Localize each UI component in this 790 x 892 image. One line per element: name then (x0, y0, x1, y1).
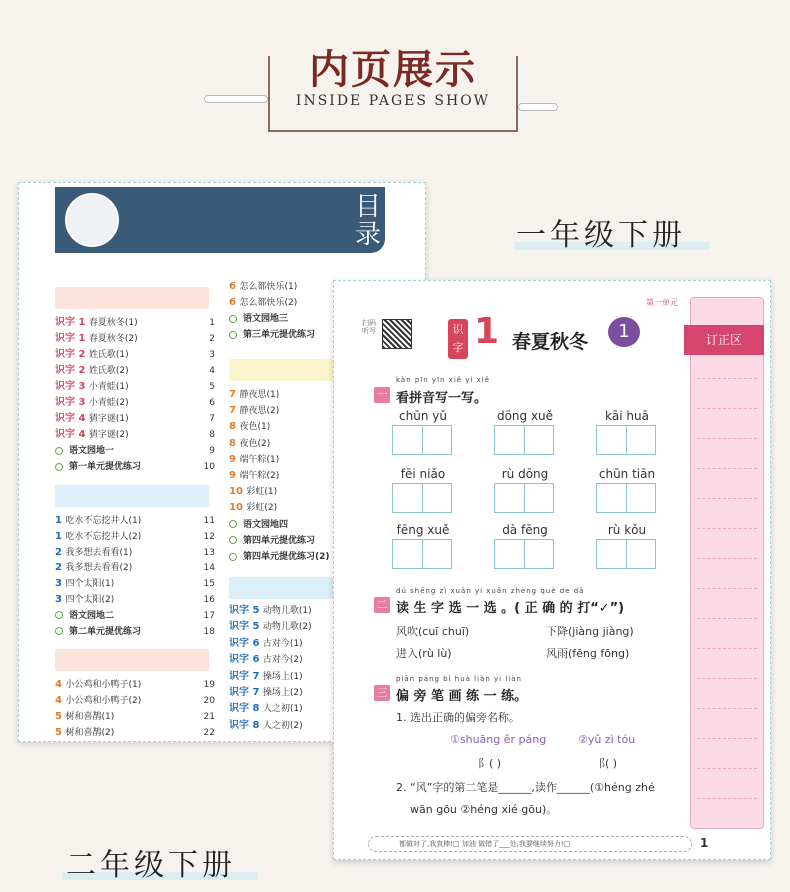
toc-entry[interactable] (55, 693, 215, 709)
toc-entry-label: 1 (55, 530, 66, 542)
section2-pinyin: dú shēng zì xuǎn yi xuǎn zhèng què de dǎ (396, 587, 585, 595)
toc-entry-label: 5 (55, 711, 66, 722)
toc-entry-text: 我多想去看看(2) (65, 563, 133, 574)
toc-entry-label: 识字 5 (229, 621, 263, 633)
toc-entry[interactable] (229, 636, 333, 652)
toc-entry-text: 怎么都快乐(1) (239, 282, 298, 292)
toc-entry[interactable] (229, 468, 333, 484)
qr-code-icon[interactable] (382, 319, 412, 349)
lesson-number: 1 (474, 311, 500, 352)
toc-entry[interactable] (229, 452, 333, 468)
toc-entry-label: 2 (55, 562, 66, 574)
circle-icon (55, 611, 63, 619)
toc-entry-label: 9 (229, 453, 240, 465)
section2-title: 读 生 字 选 一 选 。( 正 确 的 打“✓”) (396, 601, 625, 616)
toc-entry[interactable] (229, 484, 333, 500)
circle-icon (229, 520, 237, 528)
toc-entry-page: 4 (209, 366, 215, 376)
circle-icon (55, 627, 63, 635)
toc-entry-label: 5 (55, 727, 66, 738)
toc-entry-text: 第四单元提优练习(2) (243, 552, 330, 562)
toc-entry-label: 3 (55, 578, 66, 590)
toc-entry[interactable] (229, 327, 333, 343)
toc-entry-text: 古对今(1) (262, 638, 303, 649)
choice-item-3[interactable]: 进入(rù lù) (396, 647, 452, 660)
toc-entry[interactable] (55, 443, 215, 459)
toc-entry-text: 端午粽(1) (239, 454, 280, 465)
lesson-part-badge: 1 (608, 317, 640, 347)
toc-entry[interactable] (229, 685, 333, 701)
toc-entry-page: 19 (203, 680, 215, 690)
toc-entry-text: 猜字谜(1) (88, 414, 129, 424)
writing-box[interactable] (596, 539, 656, 569)
toc-entry-text: 夜色(2) (239, 438, 271, 449)
toc-entry[interactable] (229, 419, 333, 435)
section-tag-1 (55, 287, 209, 309)
toc-entry[interactable] (55, 347, 215, 363)
toc-entry[interactable] (229, 652, 333, 668)
toc-entry-text: 古对今(2) (262, 655, 303, 666)
toc-entry-label: 识字 4 (55, 413, 89, 424)
toc-entry-text: 吃水不忘挖井人(2) (65, 531, 142, 542)
toc-banner (55, 187, 385, 253)
toc-entry-text: 彩虹(1) (246, 487, 278, 498)
toc-entry-label: 6 (229, 281, 240, 292)
toc-entry-page: 20 (203, 696, 215, 706)
toc-entry-label: 识字 8 (229, 703, 263, 715)
toc-entry-page: 2 (209, 334, 215, 344)
toc-entry-text: 第二单元提优练习 (69, 626, 142, 637)
toc-entry[interactable] (229, 533, 333, 549)
toc-entry-label: 8 (229, 421, 240, 433)
cloud-left-decoration (204, 95, 268, 103)
pinyin-prompt: fēng xuě (396, 523, 450, 537)
circle-icon (55, 447, 63, 455)
choice-item-1[interactable]: 风吹(cuī chuī) (396, 625, 470, 638)
toc-entry[interactable] (55, 363, 215, 379)
pinyin-prompt: rù kǒu (607, 523, 647, 537)
toc-entry-label: 7 (229, 405, 240, 417)
toc-entry[interactable] (229, 295, 333, 311)
toc-entry-text: 人之初(2) (262, 720, 303, 731)
writing-box[interactable] (596, 483, 656, 513)
toc-entry[interactable] (229, 549, 333, 565)
toc-entry[interactable] (55, 331, 215, 347)
self-check-bar: 都做对了,我真棒!□ 加油 做错了___处,我要继续努力!□ (368, 836, 692, 852)
toc-entry-text: 春夏秋冬(1) (88, 318, 138, 328)
radical-blank-2[interactable]: ⻏( ) (594, 757, 618, 770)
toc-entry-text: 树和喜鹊(2) (65, 728, 115, 738)
pinyin-prompt: dà fēng (502, 523, 548, 537)
writing-box[interactable] (392, 425, 452, 455)
toc-entry-label: 3 (55, 594, 66, 605)
toc-entry-label: 10 (229, 502, 247, 514)
section-tag-4 (229, 359, 333, 381)
pinyin-prompt: rù dōng (501, 467, 549, 481)
toc-entry-text: 小青蛙(1) (88, 382, 129, 392)
toc-entry-label: 识字 7 (229, 687, 263, 698)
toc-entry-text: 静夜思(1) (239, 390, 280, 400)
toc-entry-label: 2 (55, 546, 66, 558)
toc-entry[interactable] (229, 619, 333, 635)
toc-entry-label: 识字 5 (229, 605, 263, 616)
choice-item-4[interactable]: 风雨(fēng fōng) (546, 647, 630, 660)
toc-entry-text: 语文园地四 (243, 519, 289, 530)
toc-entry-text: 端午粽(2) (239, 471, 280, 481)
toc-entry-text: 语文园地二 (69, 610, 115, 621)
writing-box[interactable] (494, 425, 554, 455)
toc-entry-text: 树和喜鹊(1) (65, 712, 115, 722)
toc-entry-text: 动物儿歌(2) (262, 622, 312, 633)
writing-box[interactable] (494, 539, 554, 569)
toc-entry-page: 8 (209, 430, 215, 440)
radical-option-1: ①shuāng ěr páng (450, 733, 547, 746)
toc-entry-page: 14 (203, 563, 215, 574)
toc-entry[interactable] (55, 677, 215, 693)
toc-entry[interactable] (55, 608, 215, 624)
circle-icon (229, 315, 237, 323)
toc-entry[interactable] (55, 513, 215, 529)
toc-entry-page: 16 (203, 595, 215, 605)
toc-entry[interactable] (55, 709, 215, 725)
section-tag-2 (55, 485, 209, 507)
toc-entry-label: 识字 2 (55, 349, 89, 360)
toc-entry[interactable] (229, 669, 333, 685)
toc-entry-page: 21 (203, 712, 215, 722)
section3-title: 偏 旁 笔 画 练 一 练。 (396, 689, 528, 704)
toc-entry-label: 识字 2 (55, 365, 89, 376)
worksheet-page (333, 280, 771, 860)
toc-entry-label: 识字 4 (55, 429, 89, 440)
pinyin-prompt: dōng xuě (496, 409, 554, 423)
toc-entry[interactable] (229, 387, 333, 403)
toc-entry-text: 姓氏歌(1) (88, 350, 129, 360)
toc-entry-label: 8 (229, 437, 240, 449)
toc-entry[interactable] (55, 459, 215, 475)
toc-entry-label: 识字 3 (55, 397, 89, 408)
toc-entry[interactable] (55, 395, 215, 411)
toc-entry[interactable] (55, 427, 215, 443)
toc-entry[interactable] (229, 279, 333, 295)
toc-entry[interactable] (229, 517, 333, 533)
toc-entry-page: 13 (203, 547, 215, 558)
toc-entry-page: 7 (209, 414, 215, 424)
toc-entry[interactable] (55, 624, 215, 640)
choice-item-2[interactable]: 下降(jiàng jiàng) (546, 625, 634, 638)
toc-entry-text: 操场上(2) (262, 688, 303, 698)
toc-entry[interactable] (55, 411, 215, 427)
toc-entry-text: 语文园地一 (69, 446, 115, 456)
unit-label: 第一单元 (646, 298, 678, 307)
toc-entry-page: 15 (203, 579, 215, 590)
toc-entry-page: 3 (209, 350, 215, 360)
toc-entry[interactable] (229, 701, 333, 717)
grade1-caption: 一年级下册 (516, 218, 686, 253)
writing-box[interactable] (494, 483, 554, 513)
toc-entry-label: 1 (55, 515, 66, 526)
page-subtitle: INSIDE PAGES SHOW (290, 93, 496, 109)
page-number: 1 (700, 836, 709, 850)
toc-entry-text: 人之初(1) (262, 704, 303, 715)
toc-entry-text: 操场上(1) (262, 671, 303, 682)
toc-entry[interactable] (55, 576, 215, 592)
toc-entry-text: 猜字谜(2) (88, 430, 129, 440)
toc-entry-text: 我多想去看看(1) (65, 547, 133, 558)
toc-entry-text: 彩虹(2) (246, 503, 278, 514)
question-1: 1. 选出正确的偏旁名称。 (396, 711, 520, 724)
qr-caption: 扫码听写 (362, 319, 376, 335)
toc-entry[interactable] (229, 500, 333, 516)
toc-entry-page: 10 (203, 462, 215, 472)
circle-icon (229, 331, 237, 339)
toc-entry-label: 识字 1 (55, 333, 89, 344)
writing-box[interactable] (392, 539, 452, 569)
moon-icon (65, 193, 119, 247)
toc-entry[interactable] (55, 315, 215, 331)
toc-entry[interactable] (55, 725, 215, 741)
toc-entry-label: 识字 6 (229, 637, 263, 649)
toc-entry-text: 第四单元提优练习 (243, 535, 316, 546)
toc-entry-label: 4 (55, 679, 66, 690)
toc-entry[interactable] (229, 311, 333, 327)
toc-entry-text: 小公鸡和小鸭子(1) (65, 680, 142, 690)
toc-entry[interactable] (229, 718, 333, 734)
toc-entry-label: 识字 7 (229, 670, 263, 682)
toc-entry[interactable] (229, 603, 333, 619)
toc-entry[interactable] (55, 545, 215, 561)
section-tag-3 (55, 649, 209, 671)
toc-entry-page: 12 (203, 531, 215, 542)
radical-option-2: ②yǔ zì tóu (578, 733, 636, 746)
writing-box[interactable] (596, 425, 656, 455)
toc-entry-text: 小公鸡和小鸭子(2) (65, 696, 142, 706)
toc-entry[interactable] (229, 403, 333, 419)
toc-entry-page: 5 (209, 382, 215, 392)
section1-number: 一 (374, 387, 390, 403)
toc-entry[interactable] (55, 592, 215, 608)
pinyin-prompt: chūn yǔ (399, 409, 447, 423)
toc-entry-text: 四个太阳(1) (65, 579, 115, 590)
circle-icon (229, 553, 237, 561)
writing-box[interactable] (392, 483, 452, 513)
toc-entry-label: 识字 1 (55, 317, 89, 328)
section1-pinyin: kàn pīn yīn xiě yi xiě (396, 376, 491, 384)
lesson-badge: 识字 (448, 319, 468, 359)
toc-entry-text: 姓氏歌(2) (88, 366, 129, 376)
toc-entry-page: 11 (203, 516, 215, 526)
toc-entry-text: 吃水不忘挖井人(1) (65, 516, 142, 526)
toc-entry-text: 第三单元提优练习 (243, 330, 316, 340)
toc-entry-text: 语文园地三 (243, 314, 289, 324)
question-2-continued: wān gōu ②héng xié gōu)。 (410, 803, 558, 816)
toc-entry[interactable] (55, 560, 215, 576)
toc-entry-label: 7 (229, 389, 240, 400)
pinyin-prompt: fēi niǎo (400, 467, 446, 481)
cloud-right-decoration (518, 103, 558, 111)
correction-label: 订正区 (684, 325, 764, 355)
toc-entry-text: 动物儿歌(1) (262, 606, 312, 616)
toc-entry-text: 夜色(1) (239, 422, 271, 433)
circle-icon (229, 536, 237, 544)
toc-entry-page: 22 (203, 728, 215, 738)
toc-entry-text: 四个太阳(2) (65, 595, 115, 605)
section3-pinyin: piān páng bǐ huà liàn yi liàn (396, 675, 522, 683)
toc-entry-text: 第一单元提优练习 (69, 462, 142, 472)
question-2[interactable]: 2. “风”字的第二笔是______,读作______(①héng zhé (396, 781, 655, 794)
toc-entry[interactable] (229, 436, 333, 452)
toc-entry-page: 1 (209, 318, 215, 328)
section2-number: 二 (374, 597, 390, 613)
circle-icon (55, 463, 63, 471)
section-tag-5 (229, 577, 333, 599)
lesson-title: 春夏秋冬 (512, 331, 589, 353)
toc-entry-label: 10 (229, 486, 247, 498)
toc-title: 目录 (354, 192, 381, 250)
toc-entry-page: 6 (209, 398, 215, 408)
toc-entry-label: 识字 3 (55, 381, 89, 392)
page-title: 内页展示 (298, 38, 488, 95)
toc-entry-text: 小青蛙(2) (88, 398, 129, 408)
toc-entry-page: 17 (203, 610, 215, 621)
toc-entry[interactable] (55, 529, 215, 545)
section1-title: 看拼音写一写。 (396, 391, 488, 406)
toc-entry-text: 春夏秋冬(2) (88, 334, 138, 344)
toc-entry-page: 18 (203, 626, 215, 637)
toc-entry-text: 静夜思(2) (239, 406, 280, 417)
toc-entry-label: 6 (229, 297, 240, 308)
toc-entry-label: 识字 8 (229, 719, 263, 731)
toc-entry-label: 4 (55, 695, 66, 706)
toc-entry-page: 9 (209, 446, 215, 456)
section3-number: 三 (374, 685, 390, 701)
correction-area (690, 297, 764, 829)
radical-blank-1[interactable]: ⻖( ) (478, 757, 502, 770)
pinyin-prompt: kāi huā (604, 409, 649, 423)
grade2-caption: 二年级下册 (66, 848, 236, 883)
toc-entry-label: 识字 6 (229, 654, 263, 666)
toc-entry-label: 9 (229, 470, 240, 481)
toc-entry-text: 怎么都快乐(2) (239, 298, 298, 308)
pinyin-prompt: chūn tiān (598, 467, 656, 481)
toc-entry[interactable] (55, 379, 215, 395)
